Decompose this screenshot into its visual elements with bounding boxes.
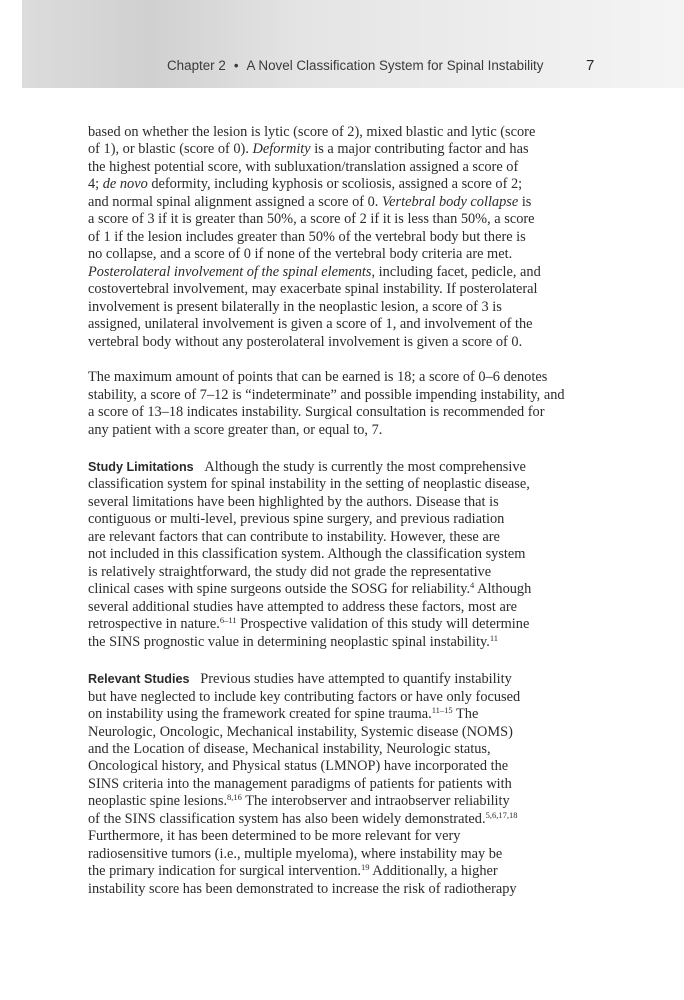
bullet-separator: • <box>233 58 239 73</box>
body-text <box>88 124 608 898</box>
text-line: several additional studies have attempted to address these factors, most are <box>88 598 517 615</box>
text-line: the primary indication for surgical intervention.$^{19}$ Additionally, a higher <box>88 862 498 880</box>
text-line: on instability using the framework created for spine trauma.$^{11-15}$ The <box>88 705 479 723</box>
paragraph-scoring-criteria <box>88 124 608 351</box>
text-line: Furthermore, it has been determined to be more relevant for very <box>88 828 461 845</box>
citation-superscript: 8,16 <box>227 792 242 803</box>
text-line: any patient with a score greater than, or equal to, 7. <box>88 421 383 438</box>
text-line: Neurologic, Oncologic, Mechanical instability, Systemic disease (NOMS) <box>88 723 513 740</box>
section-heading-study-limitations: Study Limitations <box>88 459 194 474</box>
text-line: contiguous or multi-level, previous spine surgery, and previous radiation <box>88 511 505 528</box>
citation-superscript: 19 <box>361 862 370 873</box>
text-line: of 1 if the lesion includes greater than 50% of the vertebral body but there is <box>88 228 526 245</box>
text-line: radiosensitive tumors (i.e., multiple myeloma), where instability may be <box>88 845 503 862</box>
text-line: several limitations have been highlighted by the authors. Disease that is <box>88 493 499 510</box>
text-line: instability score has been demonstrated to increase the risk of radiotherapy <box>88 880 517 897</box>
citation-superscript: 6–11 <box>219 615 237 626</box>
text-line: classification system for spinal instability in the setting of neoplastic disease, <box>88 476 530 493</box>
chapter-label: Chapter 2 <box>167 58 226 73</box>
text-line: clinical cases with spine surgeons outside the SOSG for reliability.$^4$ Although <box>88 580 532 598</box>
text-line: the highest potential score, with subluxation/translation assigned a score of <box>88 158 519 175</box>
text-line: retrospective in nature.$^{6-11}$ Prospective validation of this study will determine <box>88 615 530 633</box>
text-line: are relevant factors that can contribute to instability. However, these are <box>88 528 500 545</box>
text-line: Relevant Studies Previous studies have attempted to quantify instability <box>88 671 512 688</box>
term-deformity: Deformity <box>252 141 311 158</box>
text-line: assigned, unilateral involvement is given a score of 1, and involvement of the <box>88 316 533 333</box>
page-number: 7 <box>586 57 595 74</box>
text-line: stability, a score of 7–12 is “indeterminate” and possible impending instability, and <box>88 386 565 403</box>
citation-superscript: 11–15 <box>431 705 453 716</box>
paragraph-maximum-score <box>88 369 608 439</box>
text-line: but have neglected to include key contributing factors or have only focused <box>88 688 521 705</box>
text-line: costovertebral involvement, may exacerbate spinal instability. If posterolateral <box>88 281 538 298</box>
text-line: vertebral body without any posterolateral involvement is given a score of 0. <box>88 333 523 350</box>
citation-superscript: 5,6,17,18 <box>485 809 518 820</box>
section-study-limitations <box>88 459 608 651</box>
term-posterolateral-involvement: Posterolateral involvement of the spinal elements <box>88 263 372 280</box>
text-line: SINS criteria into the management paradigms of patients for patients with <box>88 775 512 792</box>
text-line: of 1), or blastic (score of 0). Deformity is a major contributing factor and has <box>88 141 529 158</box>
citation-superscript: 11 <box>489 632 499 643</box>
section-relevant-studies <box>88 671 608 898</box>
page-header-band <box>0 0 684 88</box>
citation-superscript: 4 <box>470 580 475 591</box>
text-line: Study Limitations Although the study is currently the most comprehensive <box>88 458 526 475</box>
text-line: and normal spinal alignment assigned a score of 0. Vertebral body collapse is <box>88 193 532 210</box>
text-line: based on whether the lesion is lytic (score of 2), mixed blastic and lytic (score <box>88 124 536 140</box>
paragraph-gap <box>88 439 608 459</box>
term-de-novo: de novo <box>102 176 148 193</box>
text-line: the SINS prognostic value in determining neoplastic spinal instability.$^{11}$ <box>88 632 499 650</box>
paragraph-gap <box>88 351 608 369</box>
text-line: is relatively straightforward, the study did not grade the representative <box>88 563 492 580</box>
running-head <box>167 58 543 73</box>
text-line: not included in this classification system. Although the classification system <box>88 546 526 563</box>
paragraph-gap <box>88 651 608 671</box>
text-line: The maximum amount of points that can be earned is 18; a score of 0–6 denotes <box>88 369 548 386</box>
text-line: 4; de novo deformity, including kyphosis or scoliosis, assigned a score of 2; <box>88 176 523 193</box>
chapter-title: A Novel Classification System for Spinal Instability <box>246 58 544 73</box>
text-line: of the SINS classification system has also been widely demonstrated.$^{5,6,17,18}$ <box>88 809 518 827</box>
text-line: Posterolateral involvement of the spinal elements, including facet, pedicle, and <box>88 263 541 280</box>
text-line: a score of 13–18 indicates instability. Surgical consultation is recommended for <box>88 404 545 421</box>
text-line: a score of 3 if it is greater than 50%, a score of 2 if it is less than 50%, a score <box>88 211 535 228</box>
text-line: neoplastic spine lesions.$^{8,16}$ The interobserver and intraobserver reliability <box>88 792 510 810</box>
section-heading-relevant-studies: Relevant Studies <box>88 672 190 687</box>
text-line: no collapse, and a score of 0 if none of the vertebral body criteria are met. <box>88 246 513 263</box>
term-vertebral-body-collapse: Vertebral body collapse <box>381 193 519 210</box>
text-line: Oncological history, and Physical status (LMNOP) have incorporated the <box>88 758 509 775</box>
text-line: involvement is present bilaterally in the neoplastic lesion, a score of 3 is <box>88 298 502 315</box>
text-line: and the Location of disease, Mechanical instability, Neurologic status, <box>88 741 491 757</box>
